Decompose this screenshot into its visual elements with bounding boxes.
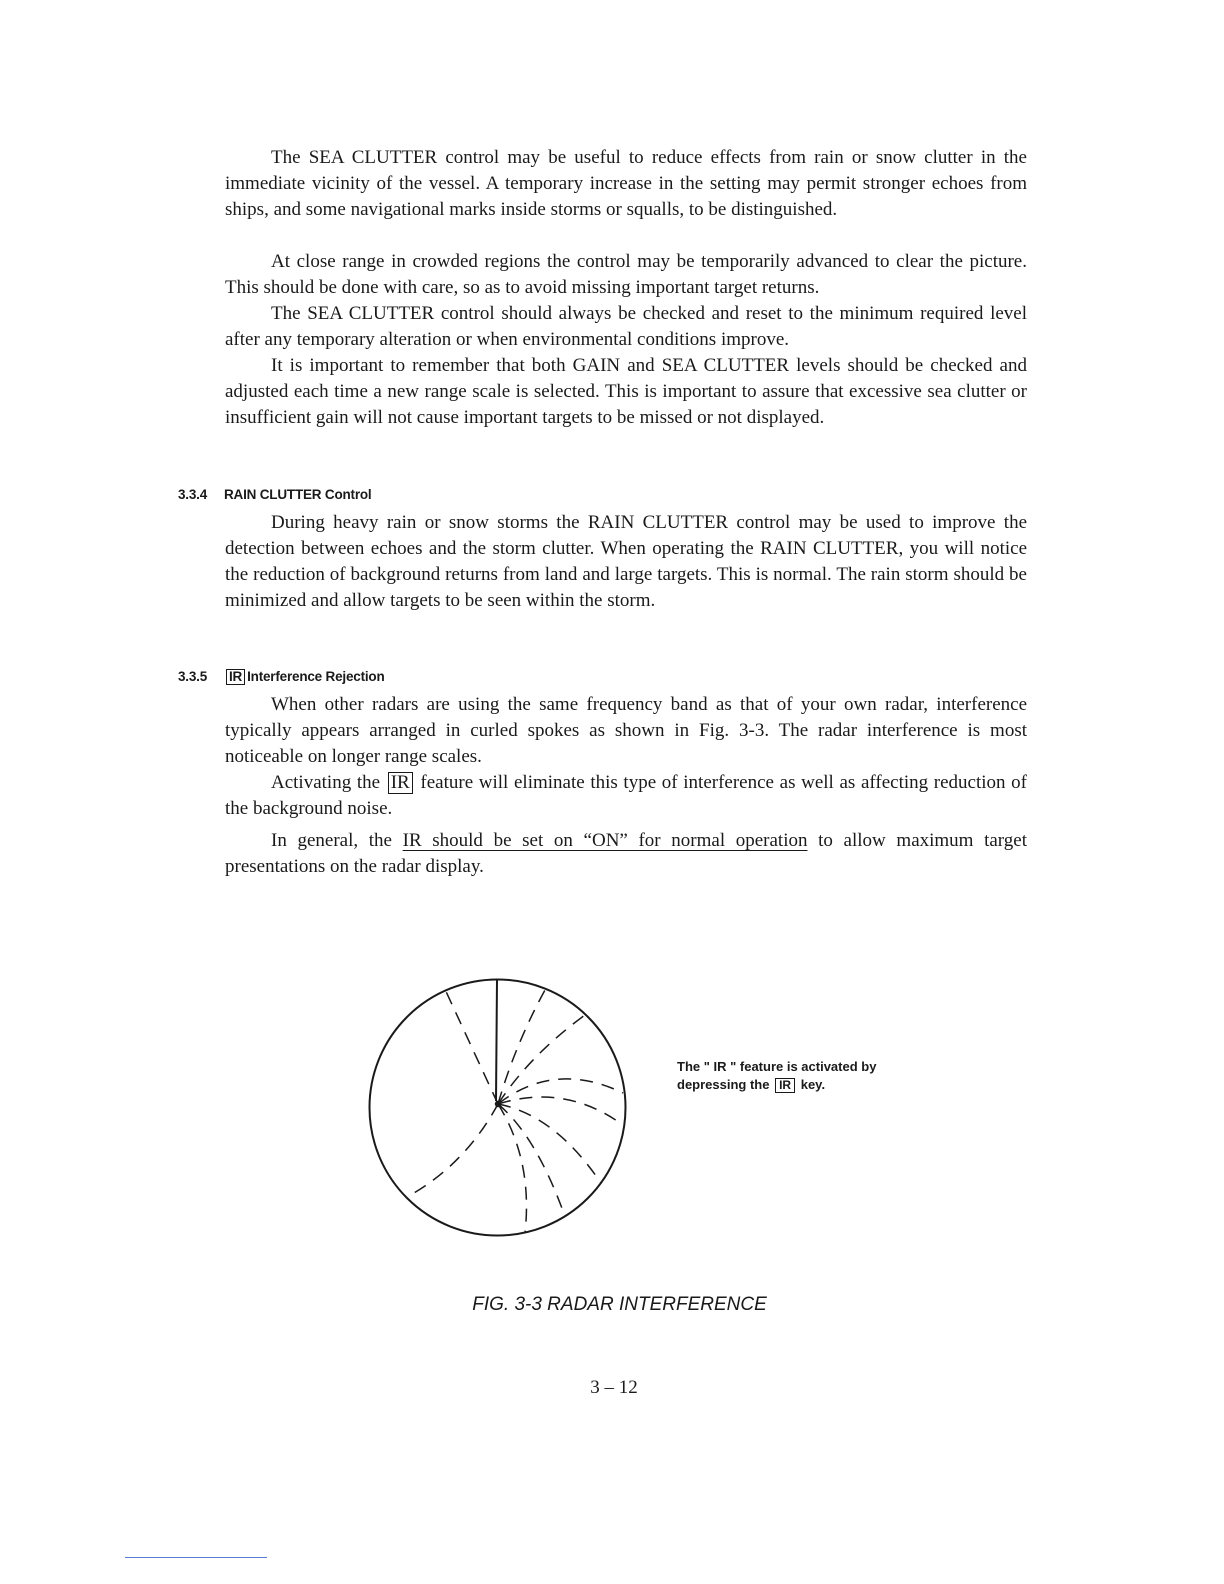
paragraph-text: When other radars are using the same frequency band as that of your own radar, interference typically appears arranged in curled spokes as shown in Fig. 3-3. The radar interference is most noticeable on longer range scales.: [225, 694, 1027, 767]
figure-note-line-2: depressing the IR key.: [677, 1077, 826, 1092]
section-title: Interference Rejection: [247, 669, 385, 684]
radar-interference-diagram: [365, 975, 630, 1240]
section-title: RAIN CLUTTER Control: [224, 487, 372, 502]
ir-key-label: IR: [775, 1078, 795, 1093]
section-heading-rain-clutter: [178, 487, 371, 502]
paragraph-sea-clutter-3: [225, 301, 1027, 353]
figure-note: [677, 1058, 876, 1094]
paragraph-interference-1: [225, 692, 1027, 770]
figure-caption: FIG. 3-3 RADAR INTERFERENCE: [472, 1294, 767, 1315]
ir-key-label: IR: [226, 669, 245, 685]
paragraph-sea-clutter-1: [225, 145, 1027, 223]
paragraph-text: At close range in crowded regions the control may be temporarily advanced to clear the picture. This should be done with care, so as to avoid missing important target returns.: [225, 251, 1027, 298]
underlined-instruction: IR should be set on “ON” for normal operation: [402, 830, 808, 851]
paragraph-sea-clutter-4: [225, 353, 1027, 431]
ir-key-label: IR: [388, 772, 413, 794]
paragraph-text: It is important to remember that both GAIN and SEA CLUTTER levels should be checked and adjusted each time a new range scale is selected. This is important to assure that excessive sea clutter or insufficient gain will not cause important targets to be missed or not displayed.: [225, 355, 1027, 428]
paragraph-interference-3: In general, the IR should be set on “ON” for normal operation to allow maximum target presentations on the radar display.: [225, 830, 1028, 877]
footer-rule: [125, 1557, 267, 1558]
paragraph-rain-clutter: [225, 510, 1027, 614]
page-number: 3 – 12: [590, 1377, 638, 1398]
figure-note-line-1: The " IR " feature is activated by: [677, 1059, 877, 1074]
paragraph-text: During heavy rain or snow storms the RAIN CLUTTER control may be used to improve the detection between echoes and the storm clutter. When operating the RAIN CLUTTER, you will notice the reduction of background returns from land and large targets. This is normal. The rain storm should be minimized and allow targets to be seen within the storm.: [225, 512, 1027, 611]
paragraph-text: The SEA CLUTTER control should always be checked and reset to the minimum required level after any temporary alteration or when environmental conditions improve.: [225, 303, 1027, 350]
paragraph-sea-clutter-2: [225, 249, 1027, 301]
paragraph-interference-2: Activating the IR feature will eliminate this type of interference as well as affecting reduction of the background noise.: [225, 772, 1028, 819]
heading-line: [496, 980, 497, 1101]
section-heading-interference-rejection: [178, 669, 385, 685]
section-number: 3.3.4: [178, 487, 208, 502]
section-number: 3.3.5: [178, 669, 208, 684]
paragraph-text: The SEA CLUTTER control may be useful to reduce effects from rain or snow clutter in the immediate vicinity of the vessel. A temporary increase in the setting may permit stronger echoes from ships, and some navigational marks inside storms or squalls, to be distinguished.: [225, 147, 1027, 220]
